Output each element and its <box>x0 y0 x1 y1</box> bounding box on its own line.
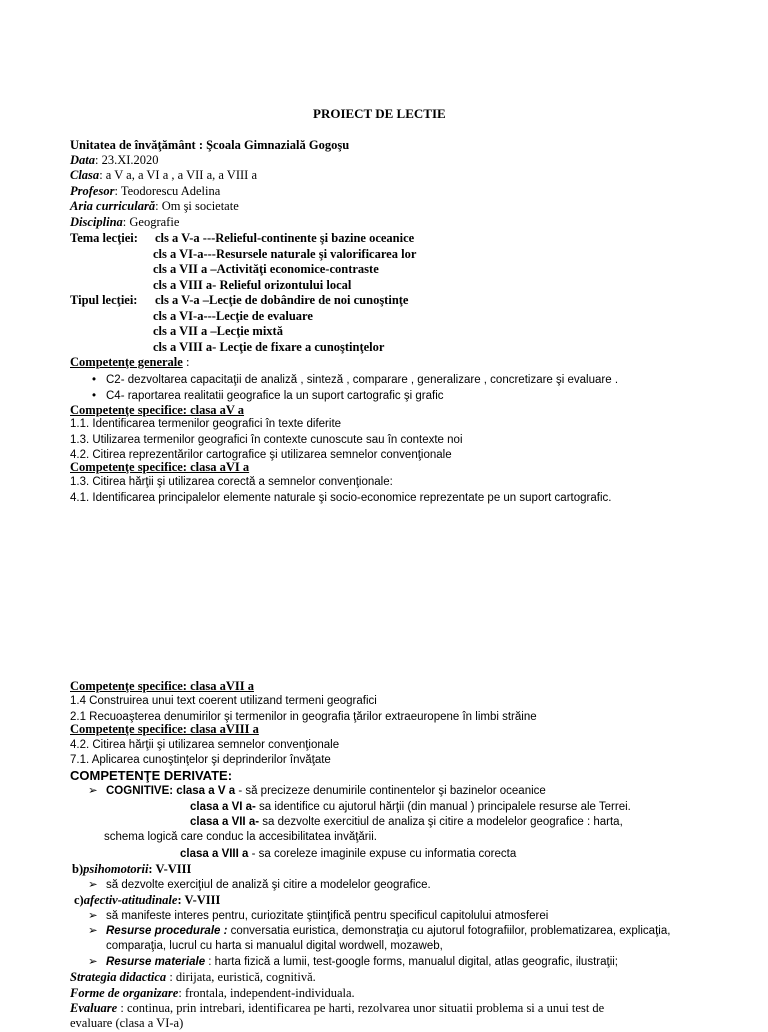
tipul-item: cls a VII a –Lecţie mixtă <box>153 324 283 338</box>
resurse-materiale-label: Resurse materiale <box>106 956 206 968</box>
discipline-label: Disciplina <box>70 215 123 229</box>
teacher-line <box>70 184 220 200</box>
list-item: 2.1 Recuoaşterea denumirilor şi termenilor in geografia ţărilor extraeuropene în limbi străine <box>70 711 537 723</box>
specifice-vii-heading: Competenţe specifice: clasa aVII a <box>70 679 254 693</box>
afectiv-item <box>88 909 548 923</box>
area-line <box>70 199 239 215</box>
arrow-bullet-icon: ➢ <box>88 910 98 922</box>
class-line <box>70 168 257 184</box>
forme-line <box>70 986 355 1002</box>
cognitive-vii-continuation: schema logică care conduc la accesibilitatea invăţării. <box>104 831 377 843</box>
class-value: : a V a, a VI a , a VII a, a VIII a <box>99 168 257 182</box>
psihomotorii-item <box>88 878 431 892</box>
tema-item: cls a VII a –Activităţi economice-contraste <box>153 262 379 276</box>
specifice-v-heading: Competenţe specifice: clasa aV a <box>70 403 245 417</box>
resurse-procedurale-continuation: comparaţia, lucrul cu harta si manualul digital wordwell, mozaweb, <box>106 940 443 952</box>
tema-item: cls a V-a ---Relieful-continente şi bazine oceanice <box>155 231 415 245</box>
afectiv-item-text: să manifeste interes pentru, curiozitate ştiinţifică pentru specificul capitolului atmosferei <box>106 910 549 922</box>
cognitive-viii-text: - sa coreleze imaginile expuse cu informatia corecta <box>248 848 517 860</box>
evaluare-text: : continua, prin intrebari, identificarea pe harti, rezolvarea unor situatii problema si a unui test de <box>117 1001 605 1015</box>
specifice-vi-heading: Competenţe specifice: clasa aVI a <box>70 460 250 474</box>
arrow-bullet-icon: ➢ <box>88 956 98 968</box>
evaluare-continuation: evaluare (clasa a VI-a) <box>70 1016 184 1030</box>
list-item: 1.4 Construirea unui text coerent utilizand termeni geografici <box>70 695 377 707</box>
tema-item: cls a VIII a- Relieful orizontului local <box>153 278 352 292</box>
cognitive-vi-line <box>190 800 631 814</box>
area-label: Aria curriculară <box>70 199 156 213</box>
afectiv-prefix: c) <box>74 893 84 907</box>
date-label: Data <box>70 153 95 167</box>
resurse-materiale-text: : harta fizică a lumii, test-google forms, manualul digital, atlas geografic, ilustraţii; <box>205 956 618 968</box>
bullet-icon: • <box>92 390 97 402</box>
list-item <box>92 373 618 387</box>
list-item: 1.3. Citirea hărţii şi utilizarea corectă a semnelor convenţionale: <box>70 476 393 488</box>
list-item: 1.3. Utilizarea termenilor geografici în contexte cunoscute sau în contexte noi <box>70 434 463 446</box>
list-item-text: C4- raportarea realitatii geografice la un suport cartografic şi grafic <box>106 390 444 402</box>
tipul-item: cls a VI-a---Lecţie de evaluare <box>153 309 313 323</box>
list-item: 4.2. Citirea reprezentărilor cartografice şi utilizarea semnelor convenţionale <box>70 449 452 461</box>
psihomotorii-prefix: b) <box>72 862 84 876</box>
psihomotorii-item-text: să dezvolte exerciţiul de analiză şi citire a modelelor geografice. <box>106 879 431 891</box>
cognitive-viii-class: clasa a VIII a <box>180 848 249 860</box>
cognitive-vi-class: clasa a VI a- <box>190 801 256 813</box>
school-unit: Unitatea de învăţământ : Şcoala Gimnazială Gogoşu <box>70 138 350 152</box>
tipul-item: cls a VIII a- Lecţie de fixare a cunoştinţelor <box>153 340 385 354</box>
cognitive-v-class: clasa a V a <box>176 785 236 797</box>
cognitive-label: COGNITIVE: <box>106 785 174 797</box>
list-item: 7.1. Aplicarea cunoştinţelor şi deprinderilor învăţate <box>70 754 331 766</box>
forme-label: Forme de organizare <box>70 986 179 1000</box>
cognitive-vii-class: clasa a VII a- <box>190 816 260 828</box>
competente-generale-label: Competenţe generale <box>70 355 183 369</box>
afectiv-suffix: : V-VIII <box>177 893 221 907</box>
competente-generale-heading <box>70 355 189 371</box>
tipul-item: cls a V-a –Lecţie de dobândire de noi cunoştinţe <box>155 293 409 307</box>
list-item: 4.1. Identificarea principalelor elemente naturale şi socio-economice reprezentate pe un suport cartografic. <box>70 492 612 504</box>
derivate-heading: COMPETENŢE DERIVATE: <box>70 768 233 783</box>
cognitive-v-text: - să precizeze denumirile continentelor şi bazinelor oceanice <box>235 785 546 797</box>
strategia-text: : dirijata, euristică, cognitivă. <box>166 970 316 984</box>
date-value: : 23.XI.2020 <box>95 153 159 167</box>
strategia-label: Strategia didactica <box>70 970 167 984</box>
afectiv-label: afectiv-atitudinale <box>83 893 178 907</box>
competente-generale-colon: : <box>182 355 190 369</box>
class-label: Clasa <box>70 168 100 182</box>
resurse-procedurale-line <box>88 924 670 938</box>
psihomotorii-label: psihomotorii <box>83 862 149 876</box>
cognitive-vii-line <box>190 815 623 829</box>
cognitive-vii-text: sa dezvolte exercitiul de analiza şi citire a modelelor geografice : harta, <box>259 816 623 828</box>
arrow-bullet-icon: ➢ <box>88 785 98 797</box>
arrow-bullet-icon: ➢ <box>88 879 98 891</box>
list-item: 1.1. Identificarea termenilor geografici în texte diferite <box>70 418 342 430</box>
document-title: PROIECT DE LECTIE <box>313 106 446 121</box>
resurse-materiale-line <box>88 955 618 969</box>
strategia-line <box>70 970 316 986</box>
tema-label: Tema lecţiei: <box>70 231 138 245</box>
list-item <box>92 389 444 403</box>
tipul-label: Tipul lecţiei: <box>70 293 138 307</box>
evaluare-line <box>70 1001 604 1017</box>
tema-item: cls a VI-a---Resursele naturale şi valorificarea lor <box>153 247 417 261</box>
cognitive-v-line <box>88 784 546 798</box>
specifice-viii-heading: Competenţe specifice: clasa aVIII a <box>70 722 259 736</box>
discipline-value: : Geografie <box>122 215 180 229</box>
cognitive-viii-line <box>180 847 516 861</box>
area-value: : Om şi societate <box>155 199 239 213</box>
teacher-label: Profesor <box>70 184 115 198</box>
psihomotorii-suffix: : V-VIII <box>148 862 192 876</box>
resurse-procedurale-label: Resurse procedurale : <box>106 925 228 937</box>
forme-text: : frontala, independent-individuala. <box>178 986 355 1000</box>
list-item-text: C2- dezvoltarea capacitaţii de analiză , sinteză , comparare , generalizare , concretizare şi evaluare . <box>106 374 619 386</box>
evaluare-label: Evaluare <box>70 1001 118 1015</box>
discipline-line <box>70 215 179 231</box>
cognitive-vi-text: sa identifice cu ajutorul hărţii (din manual ) principalele resurse ale Terrei. <box>255 801 631 813</box>
bullet-icon: • <box>92 374 97 386</box>
teacher-value: : Teodorescu Adelina <box>114 184 221 198</box>
afectiv-heading <box>74 893 220 909</box>
psihomotorii-heading <box>72 862 191 878</box>
date-line <box>70 153 159 169</box>
arrow-bullet-icon: ➢ <box>88 925 98 937</box>
resurse-procedurale-text: conversatia euristica, demonstraţia cu ajutorul fotografiilor, problematizarea, explicaţia, <box>227 925 671 937</box>
list-item: 4.2. Citirea hărţii şi utilizarea semnelor convenţionale <box>70 739 340 751</box>
